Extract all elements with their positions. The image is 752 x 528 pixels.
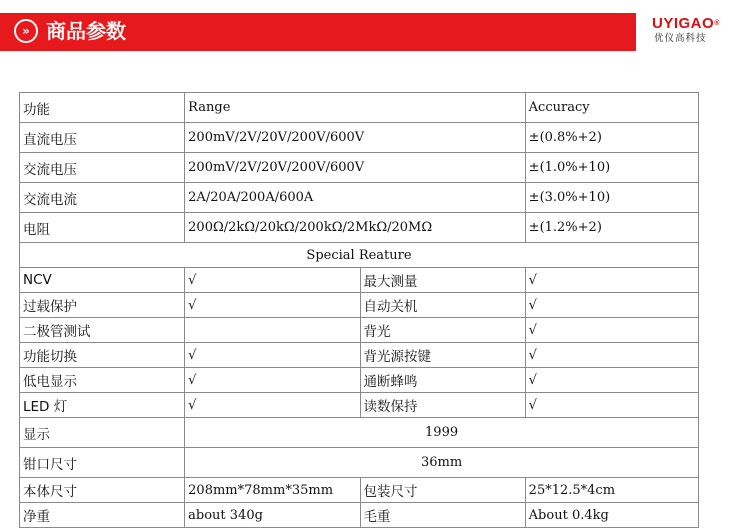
spec-range: 200Ω/2kΩ/20kΩ/200kΩ/2MkΩ/20MΩ [185,213,526,243]
feature-mark: √ [185,393,360,418]
feature-name: 通断蜂鸣 [360,368,525,393]
feature-row [20,393,699,418]
brand-name: UYIGAO [652,15,715,32]
gross-weight-value: About 0.4kg [525,503,698,528]
brand-logo [652,16,742,50]
spec-row [20,213,699,243]
page-title: 商品参数 [46,19,126,43]
feature-row [20,268,699,293]
misc-row [20,478,699,503]
feature-name: 背光源按键 [360,343,525,368]
body-size-value: 208mm*78mm*35mm [185,478,360,503]
double-chevron-right-icon: » [14,19,38,43]
feature-name: 背光 [360,318,525,343]
feature-mark: √ [525,293,698,318]
spec-accuracy: ±(3.0%+10) [525,183,698,213]
feature-title-row [20,243,699,268]
feature-name: LED 灯 [20,393,185,418]
feature-name: 低电显示 [20,368,185,393]
misc-row [20,503,699,528]
header-cell: Accuracy [525,93,698,123]
header-banner [0,13,636,51]
feature-name: 自动关机 [360,293,525,318]
feature-mark: √ [525,343,698,368]
body-size-label: 本体尺寸 [20,478,185,503]
spec-row [20,153,699,183]
feature-mark: √ [525,318,698,343]
spec-name: 电阻 [20,213,185,243]
spec-table-wrapper [19,92,699,528]
feature-mark: √ [525,368,698,393]
spec-row [20,183,699,213]
feature-name: NCV [20,268,185,293]
display-value: 1999 [185,418,699,448]
feature-name: 功能切换 [20,343,185,368]
spec-name: 交流电流 [20,183,185,213]
misc-row [20,418,699,448]
header-cell: Range [185,93,526,123]
spec-range: 2A/20A/200A/600A [185,183,526,213]
net-weight-value: about 340g [185,503,360,528]
gross-weight-label: 毛重 [360,503,525,528]
spec-name: 交流电压 [20,153,185,183]
spec-table [19,92,699,528]
feature-row [20,318,699,343]
feature-name: 读数保持 [360,393,525,418]
jaw-label: 钳口尺寸 [20,448,185,478]
feature-title: Special Reature [20,243,699,268]
feature-row [20,343,699,368]
display-label: 显示 [20,418,185,448]
feature-mark: √ [185,368,360,393]
spec-range: 200mV/2V/20V/200V/600V [185,123,526,153]
feature-mark: √ [185,293,360,318]
feature-row [20,368,699,393]
feature-name: 过载保护 [20,293,185,318]
spec-name: 直流电压 [20,123,185,153]
pack-size-label: 包装尺寸 [360,478,525,503]
spec-accuracy: ±(1.2%+2) [525,213,698,243]
feature-mark [185,318,360,343]
brand-subtitle: 优仪高科技 [654,33,707,44]
pack-size-value: 25*12.5*4cm [525,478,698,503]
feature-mark: √ [185,268,360,293]
feature-mark: √ [525,393,698,418]
spec-header-row [20,93,699,123]
feature-name: 最大测量 [360,268,525,293]
spec-row [20,123,699,153]
spec-accuracy: ±(0.8%+2) [525,123,698,153]
header-cell: 功能 [20,93,185,123]
feature-row [20,293,699,318]
spec-range: 200mV/2V/20V/200V/600V [185,153,526,183]
jaw-value: 36mm [185,448,699,478]
feature-mark: √ [185,343,360,368]
feature-name: 二极管测试 [20,318,185,343]
brand-reg: ® [714,20,720,27]
feature-mark: √ [525,268,698,293]
misc-row [20,448,699,478]
net-weight-label: 净重 [20,503,185,528]
spec-accuracy: ±(1.0%+10) [525,153,698,183]
